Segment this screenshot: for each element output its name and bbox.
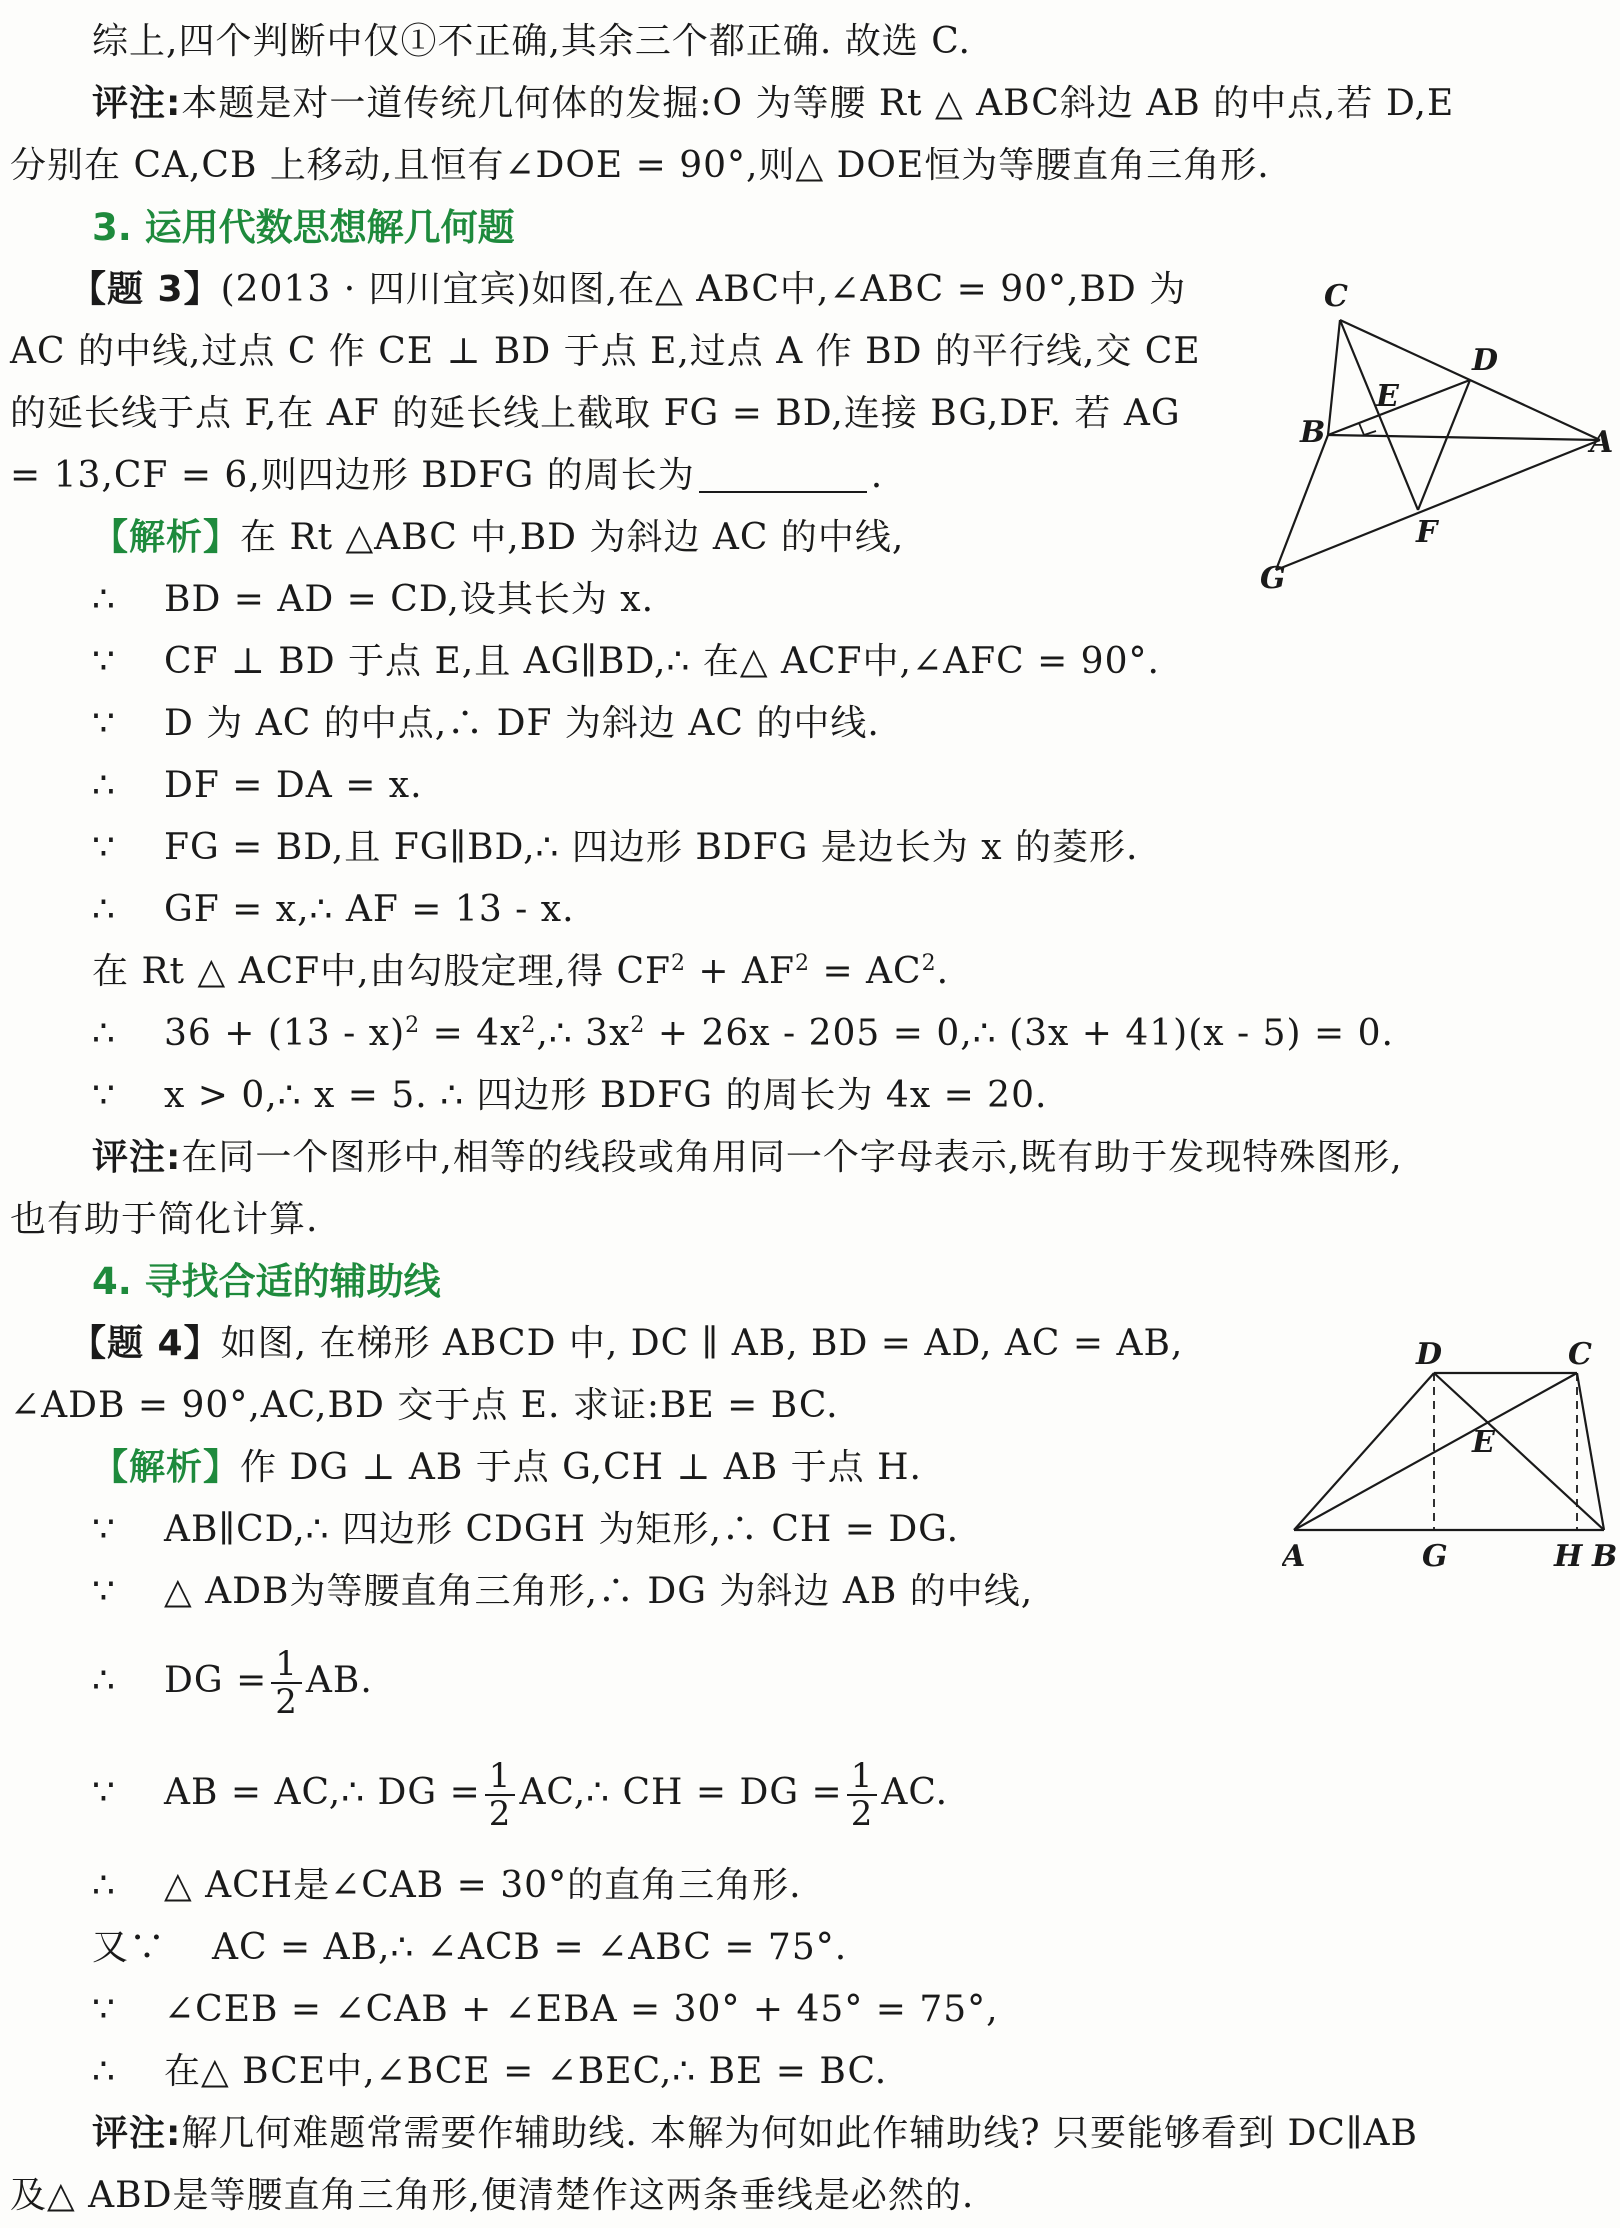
problem3-line1: 【题 3】(2013 · 四川宜宾)如图,在△ ABC中,∠ABC = 90°,BD 为 [70, 269, 1187, 310]
right-angle-mark [1359, 423, 1376, 435]
problem3-line4: = 13,CF = 6,则四边形 BDFG 的周长为 . [10, 455, 884, 496]
segment-CF [1340, 320, 1418, 510]
solution4-step: ∵ ∠CEB = ∠CAB + ∠EBA = 30° + 45° = 75°, [92, 1989, 999, 2030]
label-E: E [1472, 1425, 1495, 1460]
solution4-step: ∴ △ ACH是∠CAB = 30°的直角三角形. [92, 1865, 802, 1906]
figure-problem4 [1282, 1330, 1620, 1570]
segment-BA [1328, 435, 1600, 440]
comment4-line-cont: 及△ ABD是等腰直角三角形,便清楚作这两条垂线是必然的. [10, 2175, 975, 2216]
comment3-line-cont: 也有助于简化计算. [10, 1199, 319, 1240]
label-G: G [1260, 561, 1286, 596]
solution3-step: ∵ D 为 AC 的中点,∴ DF 为斜边 AC 的中线. [92, 703, 880, 744]
section-heading-4: 4. 寻找合适的辅助线 [92, 1260, 441, 1303]
conclusion-line: 综上,四个判断中仅①不正确,其余三个都正确. 故选 C. [92, 21, 971, 62]
problem4-line2: ∠ADB = 90°,AC,BD 交于点 E. 求证:BE = BC. [10, 1385, 839, 1426]
solution4-step: ∵ △ ADB为等腰直角三角形,∴ DG 为斜边 AB 的中线, [92, 1571, 1034, 1612]
segment-BD [1434, 1373, 1604, 1530]
fraction-one-half: $\frac{1}{2}$ [485, 1758, 516, 1832]
label-D: D [1472, 343, 1499, 378]
section-heading-3: 3. 运用代数思想解几何题 [92, 206, 515, 249]
fraction-one-half: $\frac{1}{2}$ [271, 1646, 302, 1720]
comment4-line: 评注:解几何难题常需要作辅助线. 本解为何如此作辅助线? 只要能够看到 DC∥AB [92, 2113, 1418, 2154]
solution3-step: ∴ GF = x,∴ AF = 13 - x. [92, 889, 575, 930]
label-B: B [1592, 1539, 1618, 1570]
segment-CB [1577, 1373, 1604, 1530]
fraction-one-half: $\frac{1}{2}$ [847, 1758, 878, 1832]
label-H: H [1554, 1539, 1583, 1570]
segment-CB [1328, 320, 1340, 435]
label-B: B [1300, 415, 1326, 450]
solution4-step: ∴ 在△ BCE中,∠BCE = ∠BEC,∴ BE = BC. [92, 2051, 888, 2092]
solution3-step: ∵ x > 0,∴ x = 5. ∴ 四边形 BDFG 的周长为 4x = 20. [92, 1075, 1048, 1116]
comment-line-cont: 分别在 CA,CB 上移动,且恒有∠DOE = 90°,则△ DOE恒为等腰直角三角形. [10, 145, 1270, 186]
problem3-line2: AC 的中线,过点 C 作 CE ⊥ BD 于点 E,过点 A 作 BD 的平行线,交 CE [10, 331, 1201, 372]
label-G: G [1422, 1539, 1448, 1570]
label-F: F [1416, 515, 1438, 550]
solution3-step: ∴ BD = AD = CD,设其长为 x. [92, 579, 655, 620]
solution3-step: ∴ $36 + (13 - x)^2 = 4x^2,\therefore$ $3x^2 + 26x - 205$ = 0,∴ (3x + 41)(x - 5) = 0. [92, 1013, 1394, 1054]
solution3-step: ∵ CF ⊥ BD 于点 E,且 AG∥BD,∴ 在△ ACF中,∠AFC = 90°. [92, 641, 1160, 682]
figure-problem3 [1260, 270, 1620, 600]
problem3-line3: 的延长线于点 F,在 AF 的延长线上截取 FG = BD,连接 BG,DF. 若 AG [10, 393, 1181, 434]
comment3-line: 评注:在同一个图形中,相等的线段或角用同一个字母表示,既有助于发现特殊图形, [92, 1137, 1403, 1178]
segment-AC [1294, 1373, 1577, 1530]
problem4-line1: 【题 4】如图, 在梯形 ABCD 中, DC ∥ AB, BD = AD, AC = AB, [70, 1323, 1184, 1364]
label-C: C [1568, 1337, 1592, 1372]
solution4-step: 又∵ AC = AB,∴ ∠ACB = ∠ABC = 75°. [92, 1927, 848, 1968]
solution4-step-frac: ∵ AB = AC,∴ DG = $\frac{1}{2}$ AC,∴ CH = DG = $\frac{1}{2}$ AC. [92, 1756, 949, 1834]
label-C: C [1324, 279, 1348, 314]
answer-blank [699, 457, 867, 493]
solution4-intro: 【解析】作 DG ⊥ AB 于点 G,CH ⊥ AB 于点 H. [92, 1447, 922, 1488]
pythagoras-line: 在 Rt △ ACF中,由勾股定理,得 $CF^2 + AF^2 = AC^2$. [92, 951, 950, 992]
comment-line: 评注:本题是对一道传统几何体的发掘:O 为等腰 Rt △ ABC斜边 AB 的中点,若 D,E [92, 83, 1455, 124]
solution3-intro: 【解析】在 Rt △ABC 中,BD 为斜边 AC 的中线, [92, 517, 905, 558]
segment-DF [1418, 380, 1470, 510]
solution4-step-frac: ∴ DG = $\frac{1}{2}$ AB. [92, 1644, 373, 1722]
segment-BD [1328, 380, 1470, 435]
label-A: A [1282, 1539, 1306, 1570]
label-E: E [1376, 379, 1399, 414]
solution3-step: ∴ DF = DA = x. [92, 765, 423, 806]
segment-AD [1294, 1373, 1434, 1530]
label-D: D [1416, 1337, 1443, 1372]
solution4-step: ∵ AB∥CD,∴ 四边形 CDGH 为矩形,∴ CH = DG. [92, 1509, 960, 1550]
segment-BG [1276, 435, 1328, 570]
solution3-step: ∵ FG = BD,且 FG∥BD,∴ 四边形 BDFG 是边长为 x 的菱形. [92, 827, 1139, 868]
label-A: A [1590, 425, 1614, 460]
